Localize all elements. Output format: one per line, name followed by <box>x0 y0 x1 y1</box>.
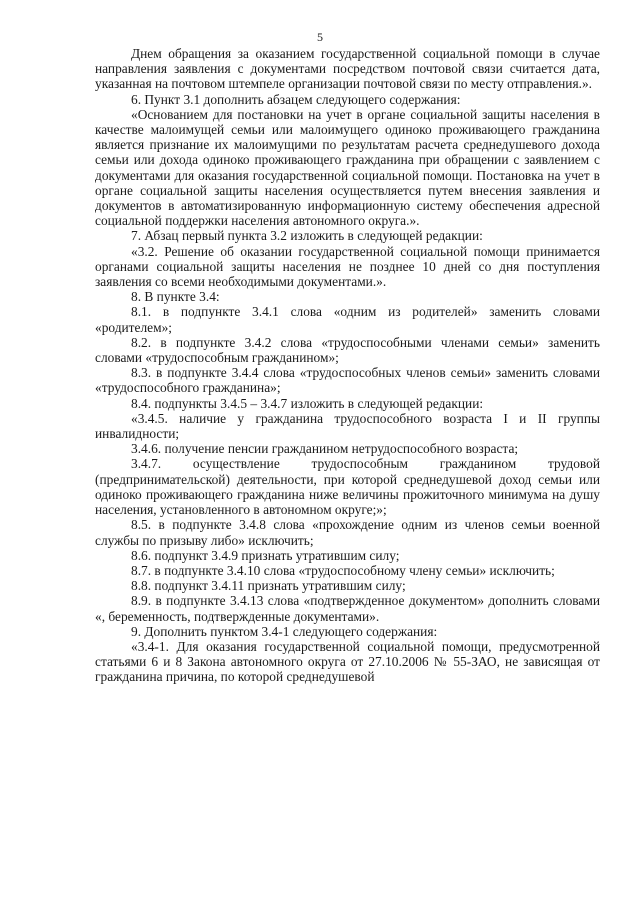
paragraph-item-7: 7. Абзац первый пункта 3.2 изложить в следующей редакции: <box>131 228 483 244</box>
paragraph-item-8-4: 8.4. подпункты 3.4.5 – 3.4.7 изложить в следующей редакции: <box>131 395 484 411</box>
paragraph-item-6: 6. Пункт 3.1 дополнить абзацем следующего содержания: <box>131 91 461 107</box>
document-body <box>95 46 600 685</box>
paragraph-item-8-1: 8.1. в подпункте 3.4.1 слова «одним из родителей» заменить словами «родителем»; <box>95 304 600 335</box>
paragraph-item-6-text: «Основанием для постановки на учет в органе социальной защиты населения в качестве малоимущей семьи или малоимущего одиноко проживающего гражданина является признание их малоимущими по результатам расчета среднедушевого дохода семьи или дохода одиноко проживающего гражданина при обращении с заявлением с документами для оказания государственной социальной помощи. Постановка на учет в органе социальной защиты населения осуществляется путем внесения заявления и документов в автоматизированную информационную систему обеспечения адресной социальной поддержки населения автономного округа.». <box>95 106 600 229</box>
paragraph-item-7-text: «3.2. Решение об оказании государственной социальной помощи принимается органами социальной защиты населения не позднее 10 дней со дня поступления заявления со всеми необходимыми документами.». <box>95 243 600 290</box>
paragraph-item-3-4-5: «3.4.5. наличие у гражданина трудоспособного возраста I и II группы инвалидности; <box>95 410 600 442</box>
paragraph-item-3-4-1: «3.4-1. Для оказания государственной социальной помощи, предусмотренной статьями 6 и 8 Закона автономного округа от 27.10.2006 № 55-ЗАО, не зависящая от гражданина причина, по которой среднедушевой <box>95 638 600 685</box>
paragraph-item-8-8: 8.8. подпункт 3.4.11 признать утратившим силу; <box>131 578 406 594</box>
page-number: 5 <box>317 30 323 44</box>
paragraph-item-8-5: 8.5. в подпункте 3.4.8 слова «прохождение одним из членов семьи военной службы по призыву либо» исключить; <box>95 517 600 548</box>
paragraph-item-8-6: 8.6. подпункт 3.4.9 признать утратившим силу; <box>131 547 400 563</box>
paragraph-item-3-4-7: 3.4.7. осуществление трудоспособным гражданином трудовой (предпринимательской) деятельности, при которой среднедушевой доход семьи или одиноко проживающего гражданина ниже величины прожиточного минимума на душу населения, установленного в автономном округе;»; <box>95 456 600 518</box>
paragraph-item-8-2: 8.2. в подпункте 3.4.2 слова «трудоспособными членами семьи» заменить словами «трудоспособным гражданином»; <box>95 334 600 366</box>
paragraph-item-3-4-6: 3.4.6. получение пенсии гражданином нетрудоспособного возраста; <box>131 441 519 457</box>
paragraph-item-8-3: 8.3. в подпункте 3.4.4 слова «трудоспособных членов семьи» заменить словами «трудоспособного гражданина»; <box>95 365 600 396</box>
paragraph-item-9: 9. Дополнить пунктом 3.4-1 следующего содержания: <box>131 623 438 639</box>
paragraph-item-8-9: 8.9. в подпункте 3.4.13 слова «подтвержденное документом» дополнить словами «, беременность, подтвержденные документами». <box>95 593 600 624</box>
paragraph-submission-date: Днем обращения за оказанием государственной социальной помощи в случае направления заявления с документами посредством почтовой связи считается дата, указанная на почтовом штемпеле организации почтовой связи по месту отправления.». <box>95 46 600 92</box>
paragraph-item-8-7: 8.7. в подпункте 3.4.10 слова «трудоспособному члену семьи» исключить; <box>131 562 555 578</box>
paragraph-item-8: 8. В пункте 3.4: <box>131 289 220 305</box>
